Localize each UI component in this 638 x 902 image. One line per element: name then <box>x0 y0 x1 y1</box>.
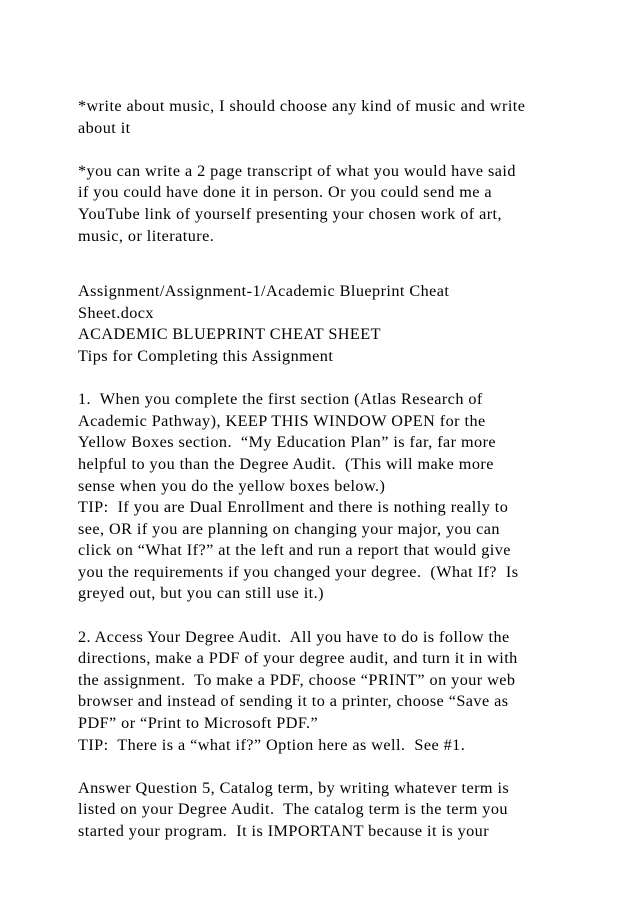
text-line: sense when you do the yellow boxes below.) <box>78 476 386 495</box>
text-line: the assignment. To make a PDF, choose “PRINT” on your web <box>78 670 516 689</box>
text-line: if you could have done it in person. Or you could send me a <box>78 183 493 202</box>
text-line: listed on your Degree Audit. The catalog term is the term you <box>78 800 508 819</box>
document-body <box>78 96 598 843</box>
text-line: see, OR if you are planning on changing your major, you can <box>78 519 500 538</box>
file-path: Sheet.docx <box>78 303 154 322</box>
step-2-section <box>78 627 598 757</box>
file-path: Assignment/Assignment-1/Academic Blueprint Cheat <box>78 282 450 301</box>
text-line: Answer Question 5, Catalog term, by writing whatever term is <box>78 778 510 797</box>
tip-line: TIP: There is a “what if?” Option here as well. See #1. <box>78 735 466 754</box>
step-1-section <box>78 389 598 605</box>
text-line: 1. When you complete the first section (Atlas Research of <box>78 390 483 409</box>
note-music <box>78 96 598 139</box>
text-line: helpful to you than the Degree Audit. (This will make more <box>78 454 494 473</box>
text-line: you the requirements if you changed your degree. (What If? Is <box>78 562 519 581</box>
text-line: PDF” or “Print to Microsoft PDF.” <box>78 714 319 733</box>
note-transcript <box>78 161 598 247</box>
text-line: directions, make a PDF of your degree audit, and turn it in with <box>78 649 518 668</box>
tip-line: TIP: If you are Dual Enrollment and there is nothing really to <box>78 498 509 517</box>
text-line: started your program. It is IMPORTANT because it is your <box>78 822 490 840</box>
text-line: greyed out, but you can still use it.) <box>78 584 324 603</box>
document-title: ACADEMIC BLUEPRINT CHEAT SHEET <box>78 325 381 344</box>
assignment-header <box>78 281 598 367</box>
text-line: about it <box>78 118 131 137</box>
text-line: music, or literature. <box>78 226 215 245</box>
text-line: Academic Pathway), KEEP THIS WINDOW OPEN for the <box>78 411 486 430</box>
text-line: YouTube link of yourself presenting your chosen work of art, <box>78 204 503 223</box>
question-5-section <box>78 778 598 843</box>
document-subtitle: Tips for Completing this Assignment <box>78 346 334 365</box>
text-line: Yellow Boxes section. “My Education Plan” is far, far more <box>78 433 497 452</box>
text-line: 2. Access Your Degree Audit. All you have to do is follow the <box>78 627 510 646</box>
text-line: *you can write a 2 page transcript of what you would have said <box>78 161 516 180</box>
text-line: browser and instead of sending it to a printer, choose “Save as <box>78 692 509 711</box>
text-line: *write about music, I should choose any kind of music and write <box>78 97 526 115</box>
text-line: click on “What If?” at the left and run a report that would give <box>78 541 511 560</box>
